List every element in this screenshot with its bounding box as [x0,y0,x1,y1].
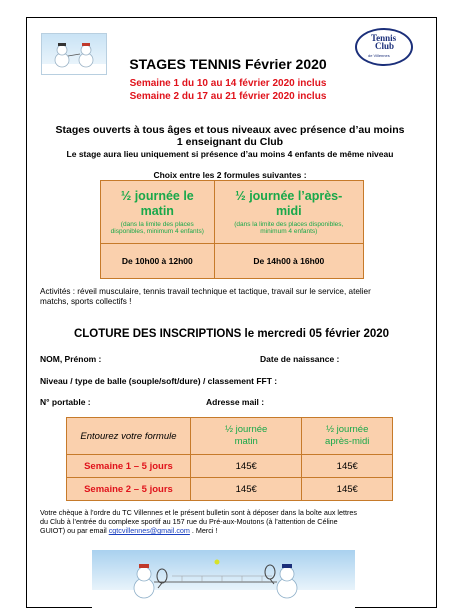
formula-cell-morning[interactable] [101,181,215,244]
price-col-morning: ½ journée matin [225,424,268,447]
club-logo [355,28,413,66]
table-row[interactable] [67,478,393,501]
week2-dates: Semaine 2 du 17 au 21 février 2020 inclus [129,91,327,102]
field-email-label: Adresse mail : [206,397,265,407]
price-row-label: Semaine 1 – 5 jours [67,455,191,478]
snowman-icon [42,34,107,75]
intro-line-2: 1 enseignant du Club [176,136,284,148]
formula-morning-title: ½ journée le matin [120,188,194,218]
footer-line-3-pre: GUIOT) ou par email [40,526,109,535]
activities-line-2: matchs, sports collectifs ! [40,297,132,306]
footer-line-1: Votre chèque à l’ordre du TC Villennes et le présent bulletin sont à déposer dans la boîte aux lettres [40,508,357,517]
price-table [66,417,393,501]
field-phone-label: N° portable : [40,397,91,407]
winter-tennis-banner [92,550,355,608]
field-birth-label: Date de naissance : [260,354,340,364]
week1-dates: Semaine 1 du 10 au 14 février 2020 inclus [129,78,327,89]
price-row-label: Semaine 2 – 5 jours [67,478,191,501]
field-name-label: NOM, Prénom : [40,354,102,364]
table-row[interactable] [67,455,393,478]
intro-line-1: Stages ouverts à tous âges et tous niveaux avec présence d’au moins [55,124,405,136]
price-row-afternoon[interactable]: 145€ [302,455,393,478]
closing-registration: CLOTURE DES INSCRIPTIONS le mercredi 05 février 2020 [73,328,390,340]
formula-cell-afternoon[interactable] [214,181,363,244]
formula-table [100,180,364,279]
formula-morning-note: (dans la limite des places disponibles, minimum 4 enfants) [110,220,204,235]
club-logo-text-3: de Villennes [368,53,390,58]
price-header-label: Entourez votre formule [67,418,191,455]
formula-afternoon-time: De 14h00 à 16h00 [214,244,363,279]
formula-afternoon-title: ½ journée l’après-midi [235,188,343,218]
price-row-morning[interactable]: 145€ [190,478,302,501]
price-row-morning[interactable]: 145€ [190,455,302,478]
snowman-illustration [41,33,107,75]
page-title: STAGES TENNIS Février 2020 [129,56,327,72]
formula-afternoon-note: (dans la limite des places disponibles, minimum 4 enfants) [234,220,344,235]
choice-label: Choix entre les 2 formules suivantes : [153,170,307,180]
footer-line-2: du Club à l’entrée du complexe sportif au 157 rue du Pré-aux-Moutons (à l’attention de Céline [40,517,338,526]
intro-line-3: Le stage aura lieu uniquement si présence d’au moins 4 enfants de même niveau [66,149,394,159]
formula-morning-time: De 10h00 à 12h00 [101,244,215,279]
footer-line-3-post: . Merci ! [189,526,218,535]
club-logo-text-2: Club [375,41,395,51]
price-col-afternoon: ½ journée après-midi [325,424,370,447]
activities-line-1: Activités : réveil musculaire, tennis travail technique et tactique, travail sur le service, atelier [40,287,371,296]
footer-email-link[interactable]: cgtcvillennes@gmail.com [108,526,190,535]
club-logo-text-1: Tennis [371,33,397,43]
field-level-label: Niveau / type de balle (souple/soft/dure) / classement FFT : [40,376,278,386]
footer-line-3 [40,526,430,535]
snowmen-tennis-icon [92,550,355,608]
price-row-afternoon[interactable]: 145€ [302,478,393,501]
